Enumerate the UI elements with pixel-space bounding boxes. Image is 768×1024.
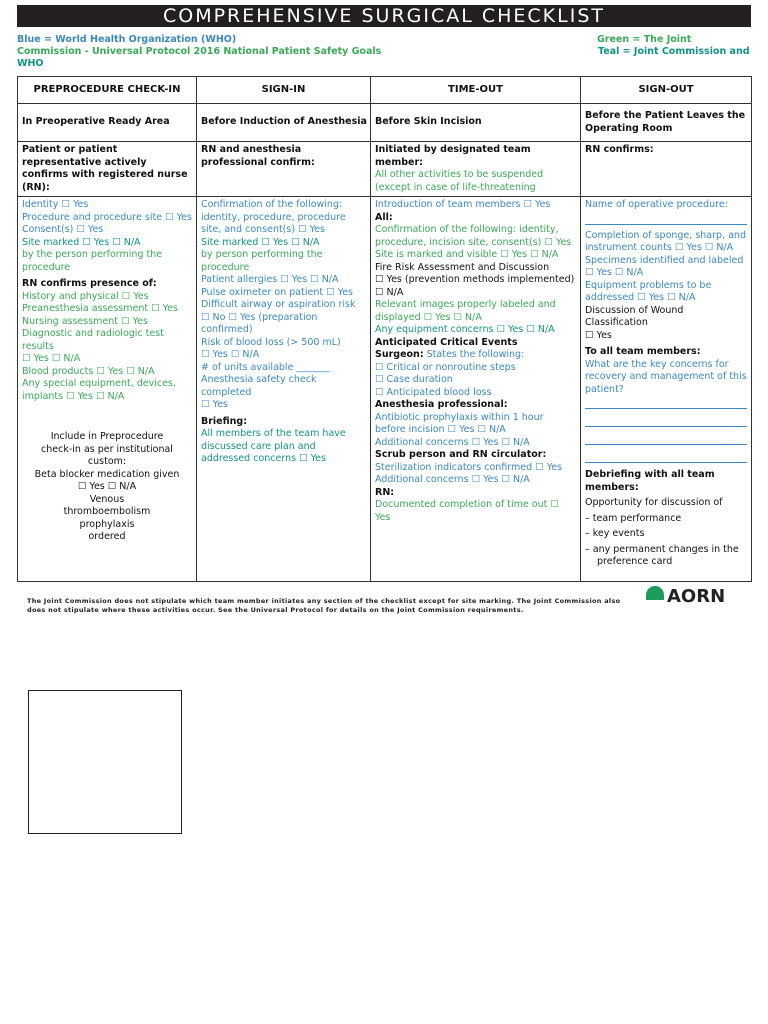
team-heading: To all team members: [585,346,701,357]
aorn-logo [646,586,751,607]
legend-green: Green = The Joint [597,34,692,45]
col-sign-out-body [581,197,752,582]
item-key-concerns: What are the key concerns for recovery and management of this patient? [585,358,747,395]
item-preanesthesia[interactable]: Preanesthesia assessment ☐ Yes [22,303,178,314]
item-additional-concerns[interactable]: Additional concerns ☐ Yes ☐ N/A [375,474,530,485]
item-wound: Discussion of Wound Classification [585,304,684,328]
item-specimens[interactable]: Specimens identified and labeled ☐ Yes ☐ N/A [585,254,744,278]
item-documented[interactable]: Documented completion of time out ☐ Yes [375,499,559,523]
item-opportunity: Opportunity for discussion of [585,497,723,508]
item-airway-options[interactable]: ☐ No ☐ Yes (preparation confirmed) [201,311,318,335]
rn-heading: RN: [375,486,395,498]
include-note: Include in Preprocedure check-in as per institutional custom: [41,431,173,467]
setting-sign-out: Before the Patient Leaves the Operating Room [581,104,752,142]
surgeon-text: States the following: [426,349,525,360]
item-nursing[interactable]: Nursing assessment ☐ Yes [22,315,148,327]
checklist-table [17,76,752,582]
item-confirmation[interactable]: Confirmation of the following: identity, procedure, incision site, consent(s) ☐ Yes [375,224,572,248]
item-site-marked[interactable]: Site marked ☐ Yes ☐ N/A [22,236,141,248]
item-fire-na[interactable]: ☐ N/A [375,286,404,298]
item-confirmation[interactable]: Confirmation of the following: identity, procedure, procedure site, and consent(s) ☐ Yes [201,199,346,235]
item-site-marked-by: by the person performing the procedure [22,249,163,273]
header-preprocedure: PREPROCEDURE CHECK-IN [18,77,197,104]
page-title: COMPREHENSIVE SURGICAL CHECKLIST [17,5,751,27]
item-site-visible[interactable]: Site is marked and visible ☐ Yes ☐ N/A [375,249,559,260]
legend-blue: Blue = World Health Organization (WHO) [17,34,237,45]
col-time-out-body [371,197,581,582]
concerns-line-3[interactable] [585,432,747,445]
item-site-marked-by: by person performing the procedure [201,249,323,273]
legend-teal: Teal = Joint Commission and [598,46,750,57]
item-introduction[interactable]: Introduction of team members ☐ Yes [375,199,551,210]
item-sterilization[interactable]: Sterilization indicators confirmed ☐ Yes [375,461,563,473]
item-permanent-changes: – any permanent changes in the preference card [585,543,739,567]
item-units[interactable]: # of units available _______ [201,361,330,373]
item-history[interactable]: History and physical ☐ Yes [22,290,149,302]
concerns-line-1[interactable] [585,396,747,409]
debrief-heading: Debriefing with all team members: [585,469,715,493]
item-antibiotic[interactable]: Antibiotic prophylaxis within 1 hour before incision ☐ Yes ☐ N/A [375,411,544,435]
rn-presence-heading: RN confirms presence of: [22,278,157,289]
briefing-heading: Briefing: [201,415,248,427]
item-equipment-problems[interactable]: Equipment problems to be addressed ☐ Yes ☐ N/A [585,279,712,303]
aorn-logo-icon [646,586,664,600]
item-additional-concerns[interactable]: Additional concerns ☐ Yes ☐ N/A [375,436,530,448]
concerns-line-4[interactable] [585,450,747,463]
intro-preop: Patient or patient representative actively confirms with registered nurse (RN): [18,142,197,197]
item-pulse-oximeter[interactable]: Pulse oximeter on patient ☐ Yes [201,286,353,298]
col-sign-in-body [197,197,371,582]
item-blood-products[interactable]: Blood products ☐ Yes ☐ N/A [22,365,155,377]
item-beta-blocker: Beta blocker medication given [34,468,180,480]
item-key-events: – key events [585,528,645,539]
item-diagnostic: Diagnostic and radiologic test results [22,328,164,352]
item-equipment-concerns[interactable]: Any equipment concerns ☐ Yes ☐ N/A [375,324,555,335]
item-fire-options[interactable]: ☐ Yes (prevention methods implemented) [375,274,575,285]
item-diagnostic-options[interactable]: ☐ Yes ☐ N/A [22,353,81,364]
item-safety-options[interactable]: ☐ Yes [201,399,228,410]
header-time-out: TIME-OUT [371,77,581,104]
legend-teal-cont: WHO [17,58,44,69]
setting-preop: In Preoperative Ready Area [18,104,197,142]
item-blood-loss: Risk of blood loss (> 500 mL) [201,336,341,348]
intro-sign-in: RN and anesthesia professional confirm: [197,142,371,197]
item-allergies[interactable]: Patient allergies ☐ Yes ☐ N/A [201,274,339,285]
item-images[interactable]: Relevant images properly labeled and displayed ☐ Yes ☐ N/A [375,299,556,323]
intro-time-out [371,142,581,197]
col-preop-body [18,197,197,582]
empty-box [28,690,182,834]
item-case-duration[interactable]: ☐ Case duration [375,374,453,385]
item-special-equipment[interactable]: Any special equipment, devices, implants ☐ Yes ☐ N/A [22,378,176,402]
header-sign-out: SIGN-OUT [581,77,752,104]
item-team-performance: – team performance [585,512,682,524]
item-blood-loss-options[interactable]: ☐ Yes ☐ N/A [201,349,260,360]
item-site-marked[interactable]: Site marked ☐ Yes ☐ N/A [201,236,320,248]
item-wound-options[interactable]: ☐ Yes [585,329,612,341]
setting-time-out: Before Skin Incision [371,104,581,142]
procedure-name-field[interactable] [585,212,747,225]
item-procedure-site[interactable]: Procedure and procedure site ☐ Yes [22,211,192,223]
item-airway: Difficult airway or aspiration risk [201,299,356,310]
anticipated-heading: Anticipated Critical Events [375,336,518,348]
setting-sign-in: Before Induction of Anesthesia [197,104,371,142]
anesthesia-heading: Anesthesia professional: [375,399,508,410]
intro-time-out-note: All other activities to be suspended (except in case of life-threatening [375,169,544,193]
item-counts[interactable]: Completion of sponge, sharp, and instrument counts ☐ Yes ☐ N/A [585,229,746,253]
header-sign-in: SIGN-IN [197,77,371,104]
item-venous: Venous thromboembolism prophylaxis ordered [63,493,151,542]
item-beta-options[interactable]: ☐ Yes ☐ N/A [77,481,137,492]
item-consent[interactable]: Consent(s) ☐ Yes [22,224,104,235]
surgeon-line [375,349,576,362]
legend-green-cont: Commission - Universal Protocol 2016 National Patient Safety Goals [17,46,382,57]
concerns-line-2[interactable] [585,414,747,427]
scrub-heading: Scrub person and RN circulator: [375,449,547,460]
aorn-logo-text: AORN [667,586,726,607]
item-operative-procedure: Name of operative procedure: [585,199,728,210]
item-fire-risk: Fire Risk Assessment and Discussion [375,261,550,273]
item-anticipated-blood-loss[interactable]: ☐ Anticipated blood loss [375,386,492,398]
item-identity[interactable]: Identity ☐ Yes [22,199,89,210]
item-briefing[interactable]: All members of the team have discussed care plan and addressed concerns ☐ Yes [201,428,346,464]
surgeon-heading: Surgeon: [375,349,424,360]
footnote: The Joint Commission does not stipulate which team member initiates any section of the checklist except for site marking. The Joint Commission also does not stipulate where these activities occur. See the Universal Protocol for details on the Joint Commission requirements. [27,597,621,614]
item-critical-steps[interactable]: ☐ Critical or nonroutine steps [375,361,516,373]
all-heading: All: [375,211,393,223]
intro-time-out-label: Initiated by designated team member: [375,144,531,168]
intro-sign-out: RN confirms: [581,142,752,197]
item-safety-check: Anesthesia safety check completed [201,374,317,398]
